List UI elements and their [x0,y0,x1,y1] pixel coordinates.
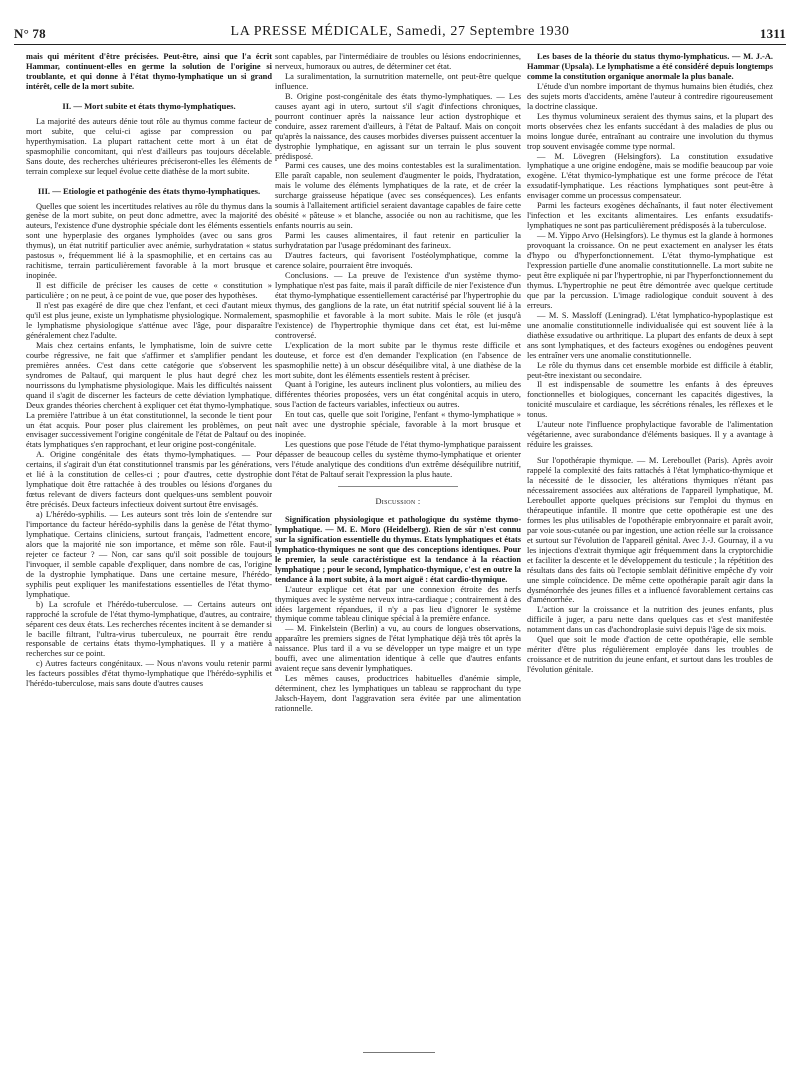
header-rule [14,44,786,45]
paragraph: Parmi ces causes, une des moins contestables est la suralimentation. Elle paraît capable, non seulement d'augmenter le poids, l'hydratation, mais le volume des éléments lymphatiques de la rate, et de créer la surcharge graisseuse hépatique (avec ses conséquences). Les enfants soumis à l'allaitement artificiel seraient davantage capables de faire cette obésité « pâteuse » et blanche, associée ou non au rachitisme, que les enfants nourris au sein. [275,161,521,231]
paragraph: b) La scrofule et l'hérédo-tuberculose. — Certains auteurs ont rapproché la scrofule de l'état thymo-lymphatique, d'autres, au contraire, séparent ces deux états. Les recherches récentes incitent à se demander si le bacille filtrant, l'ultra-virus tuberculeux, ne pourrait être rendu responsable de certains états thymo-lymphatiques. Il y a matière à recherches sur ce point. [26,599,272,659]
paragraph: Quelles que soient les incertitudes relatives au rôle du thymus dans la genèse de la mort subite, on peut donc admettre, avec la majorité des auteurs, l'existence d'une dystrophie spéciale dont les éléments essentiels sont une hyperplasie des organes lymphoïdes (avec ou sans gros thymus), un état nutritif particulier avec anémie, surhydratation « status pastosus », fréquemment lié à la spasmophilie, et en certains cas au rachitisme, terrain particulièrement favorable à la mort brusque et inopinée. [26,201,272,281]
paragraph: L'action sur la croissance et la nutrition des jeunes enfants, plus difficile à juger, a paru nette dans quelques cas et s'est manifestée notamment dans un cas d'achondroplasie suivi depuis l'âge de six mois. [527,605,773,635]
paragraph: B. Origine post-congénitale des états thymo-lymphatiques. — Les causes ayant agi in utero, surtout s'il s'agit d'infections chroniques, pourront continuer après la naissance leur action dystrophique et conduire, assez rarement d'ailleurs, à l'état de Paltauf. Mais on conçoit qu'après la naissance, des causes morbides diverses puissent accentuer la dystrophie lymphatique, en agissant sur un terrain le plus souvent prédisposé. [275,91,521,161]
paragraph: Il est difficile de préciser les causes de cette « constitution » particulière ; on ne peut, à ce point de vue, que poser des hypothèses. [26,281,272,301]
paragraph: Les bases de la théorie du status thymo-lymphaticus. — M. J.-A. Hammar (Upsala). Le lymphatisme a été considéré depuis longtemps comme la constitution organique anormale la plus banale. [527,52,773,81]
section-divider [338,486,458,487]
paragraph: Il est indispensable de soumettre les enfants à des épreuves fonctionnelles et biologiques, concernant les capacités digestives, la tonicité musculaire et cardiaque, les sécrétions rénales, les réflexes et le tonus. [527,380,773,420]
paragraph: La majorité des auteurs dénie tout rôle au thymus comme facteur de mort subite, que celui-ci agisse par compression ou par hyperthymisation. La plupart rattachent cette mort à un état de spasmophilie concomitant, qui n'est d'ailleurs pas toujours décelable. Sans doute, des recherches ultérieures préciseront-elles les éléments de terrain complexe sur lequel évolue cette diathèse de la mort subite. [26,116,272,176]
paragraph: Signification physiologique et pathologique du système thymo-lymphatique. — M. E. Moro (Heidelberg). Rien de sûr n'est connu sur la signification essentielle du thymus. Etats lymphatiques et états lymphatico-thymiques ne sont que des conceptions identiques. Pour le premier, la seule caractéristique est la tendance à la réaction lymphatique ; pour le second, lymphatico-thymique, c'est en outre la tendance à la mort subite, à la mort aiguë : état cardio-thymique. [275,514,521,584]
paragraph: a) L'hérédo-syphilis. — Les auteurs sont très loin de s'entendre sur l'importance du facteur hérédo-syphilis dans la genèse de l'état thymo-lymphatique. Certains cliniciens, surtout français, l'admettent encore, alors que la majorité nie son importance, et même son rôle. Faut-il rejeter ce facteur ? — Non, car sans qu'il soit possible de toujours l'invoquer, il semble capable d'expliquer, dans nombre de cas, l'origine de la dystrophie lymphatique. Dans une certaine mesure, l'hérédo-syphilis peut expliquer les manifestations essentielles de l'état thymo-lymphatique. [26,510,272,599]
paragraph: Les questions que pose l'étude de l'état thymo-lymphatique paraissent dépasser de beaucoup celles du système thymo-lymphatique et orienter vers l'étude analytique des conditions d'un extrême déséquilibre nutritif, dont l'état de Paltauf serait l'expression la plus haute. [275,440,521,480]
publication-title: LA PRESSE MÉDICALE, Samedi, 27 Septembre 1930 [230,24,570,39]
paragraph: — M. Finkelstein (Berlin) a vu, au cours de longues observations, apparaître les premiers signes de l'état lymphatique déjà très tôt après la naissance. Plus tard il a vu se développer un type maigre et un type bouffi, avec une alimentation identique à celle que d'autres enfants avaient reçue sans devenir lymphatiques. [275,624,521,674]
paragraph: Quant à l'origine, les auteurs inclinent plus volontiers, au milieu des différentes théories proposées, vers un état congénital acquis in utero, sous l'action de facteurs variables, infectieux ou autres. [275,380,521,410]
page-number: 1311 [759,26,786,41]
paragraph: sont capables, par l'intermédiaire de troubles ou lésions endocriniennes, nerveux, humoraux ou autres, de déterminer cet état. [275,52,521,71]
paragraph: Parmi les causes alimentaires, il faut retenir en particulier la surhydratation par l'usage prédominant des farineux. [275,231,521,251]
footer-rule [363,1052,435,1053]
issue-number: N° 78 [14,26,46,41]
paragraph: L'auteur note l'influence prophylactique favorable de l'alimentation végétarienne, avec surabondance d'éléments basiques. Il y a avantage à réduire les graisses. [527,420,773,450]
paragraph: Les mêmes causes, productrices habituelles d'anémie simple, déterminent, chez les lymphatiques un tableau se rapprochant du type Jaksch-Hayem, dont l'aggravation sera évitée par une alimentation rationnelle. [275,674,521,714]
paragraph: L'explication de la mort subite par le thymus reste difficile et douteuse, et force est d'en demander l'explication (en l'absence de spasmophilie nette) à un obscur déséquilibre vital, à une diathèse de la mort subite, dont les éléments essentiels restent à préciser. [275,340,521,380]
paragraph: mais qui méritent d'être précisées. Peut-être, ainsi que l'a écrit Hammar, continuent-elles en germe la solution de l'origine si troublante, et qui donne à l'état thymo-lymphatique un si grand intérêt, celle de la mort subite. [26,52,272,91]
paragraph: D'autres facteurs, qui favorisent l'ostéolymphatique, comme la carence solaire, pourraient être invoqués. [275,251,521,271]
paragraph: Les thymus volumineux seraient des thymus sains, et la plupart des morts observées chez les enfants succédant à des maladies de plus ou moins longue durée, entraînant au contraire une involution du thymus trop souvent envisagée comme type normal. [527,111,773,151]
paragraph: — M. S. Massloff (Leningrad). L'état lymphatico-hypoplastique est une anomalie constitutionnelle individualisée qui est souvent liée à la diathèse exsudative ou arthritique. La plupart des enfants de deux à sept ans sont lymphatiques, et des facteurs exogènes ou endogènes peuvent les entraîner vers une anomalie constitutionnelle. [527,310,773,360]
paragraph: Il n'est pas exagéré de dire que chez l'enfant, et ceci d'autant mieux qu'il est plus jeune, existe un lymphatisme physiologique. Normalement, le lymphatisme physiologique s'atténue avec l'âge, pour disparaître généralement chez l'adulte. [26,301,272,340]
paragraph: Parmi les facteurs exogènes déchaînants, il faut noter électivement l'infection et les excitants alimentaires. Les enfants exsudatifs-lymphatiques ne sont pas particulièrement prédisposés à la tuberculose. [527,201,773,231]
paragraph: La suralimentation, la surnutrition maternelle, ont peut-être quelque influence. [275,71,521,91]
column-middle [275,52,521,714]
column-right [527,52,773,675]
paragraph: Sur l'opothérapie thymique. — M. Lereboullet (Paris). Après avoir rappelé la complexité des faits rattachés à l'état lymphatico-thymique et la nécessité de le dissocier, les altérations thymiques n'étant pas nécessairement associées aux altérations de l'appareil lymphatique, M. Lereboullet apporte quelques précisions sur l'emploi du thymus en thérapeutique infantile. Il montre que cette opothérapie est une des formes les plus utilisables de l'opothérapie embryonnaire et paraît avoir, par voie sous-cutanée ou par ingestion, une action réelle sur la croissance et surtout sur l'évolution de l'appareil génital. Avec J.-J. Gournay, il a vu les injections d'extrait thymique agir fréquemment dans la cryptorchidie et faciliter la descente et le développement du testicule ; la répétition des résultats dans des faits où l'ectopie semblait définitive empêche d'y voir une simple coïncidence. De même cette opothérapie paraît agir dans la dysménorrhée des jeunes filles et a influencé favorablement certains cas d'aménorrhée. [527,456,773,605]
section-heading: III. — Etiologie et pathogénie des états thymo-lymphatiques. [37,185,261,196]
column-left [26,52,272,689]
paragraph: L'auteur explique cet état par une connexion étroite des nerfs thymiques avec le système nerveux intra-cardiaque ; contrairement à des idées largement répandues, il n'y a pas lieu d'ignorer le système thymique comme tableau clinique spécial à la première enfance. [275,584,521,624]
paragraph: c) Autres facteurs congénitaux. — Nous n'avons voulu retenir parmi les facteurs possibles d'état thymo-lymphatique que l'hérédo-syphilis et l'hérédo-tuberculose, mais sans doute d'autres causes [26,659,272,689]
discussion-heading: Discussion : [375,496,421,506]
masthead [14,20,786,46]
paragraph: Conclusions. — La preuve de l'existence d'un système thymo-lymphatique n'est pas faite, mais il paraît difficile de nier l'existence d'un état thymo-lymphatique essentiellement caractérisé par l'hypertrophie du thymus, des ganglions de la rate, un état nutritif spécial souvent lié à la spasmophilie et favorable à la mort subite. Mais le rôle (et jusqu'à l'existence) de l'hypertrophie thymique dans cet état, est lui-même controversé. [275,270,521,340]
paragraph: Mais chez certains enfants, le lymphatisme, loin de suivre cette courbe régressive, ne fait que s'affirmer et s'amplifier pendant les premières années. C'est dans cette catégorie que s'observent les syndromes de Paltauf, qui marquent le plus haut degré chez les nourrissons du lymphatisme physiologique. Mais les difficultés naissent quand il s'agit de discerner les facteurs de cette déviation lymphatique. Deux grandes théories cherchent à expliquer cet état thymo-lymphatique. La première l'attribue à un état constitutionnel, la seconde le tient pour un état acquis. Pour poser plus clairement les problèmes, on peut envisager successivement l'origine congénitale de l'état de Paltauf ou des états lymphatiques s'en rapprochant, et leur origine post-congénitale. [26,340,272,450]
paragraph: A. Origine congénitale des états thymo-lymphatiques. — Pour certains, il s'agirait d'un état constitutionnel transmis par les générations, et lié à la constitution de celles-ci ; pour d'autres, cette dystrophie lymphatique doit être rattachée à des troubles ou lésions d'organes du fœtus relevant de divers facteurs dont quelques-uns semblent pouvoir être précisés. Deux facteurs infectieux doivent surtout être envisagés. [26,450,272,510]
paragraph: Quel que soit le mode d'action de cette opothérapie, elle semble mériter d'être plus régulièrement employée dans les troubles de croissance et de nutrition du jeune enfant, et surtout dans les troubles de l'évolution génitale. [527,635,773,675]
paragraph: L'étude d'un nombre important de thymus humains bien étudiés, chez des sujets morts d'accidents, amène l'auteur à contredire rigoureusement la doctrine classique. [527,81,773,111]
paragraph: En tout cas, quelle que soit l'origine, l'enfant « thymo-lymphatique » naît avec une dystrophie spéciale, favorable à la mort brusque et inopinée. [275,410,521,440]
section-heading: II. — Mort subite et états thymo-lymphatiques. [62,100,236,111]
paragraph: Le rôle du thymus dans cet ensemble morbide est difficile à établir, peut-être inexistant ou secondaire. [527,360,773,380]
paragraph: — M. Yippo Arvo (Helsingfors). Le thymus est la glande à hormones provoquant la croissance. On ne peut exactement en analyser les états d'hypo ou d'hyperfonctionnement. L'état thymo-lymphatique est l'expression partielle d'une anomalie constitutionnelle. La mort subite ne peut être expliquée ni par l'hypertrophie, ni par l'hyperfonctionnement du thymus. L'hypertrophie ne peut être démontrée avec quelque certitude que par la percussion. L'image radiologique conduit souvent à des erreurs. [527,231,773,310]
paragraph: — M. Lövegren (Helsingfors). La constitution exsudative lymphatique a une origine endogène, mais se modifie beaucoup par voie exogène. L'état thymico-lymphatique est une forme précoce de l'état exsudatif-lymphatique. Les réactions lymphatiques sont peut-être à envisager comme un processus compensateur. [527,151,773,201]
